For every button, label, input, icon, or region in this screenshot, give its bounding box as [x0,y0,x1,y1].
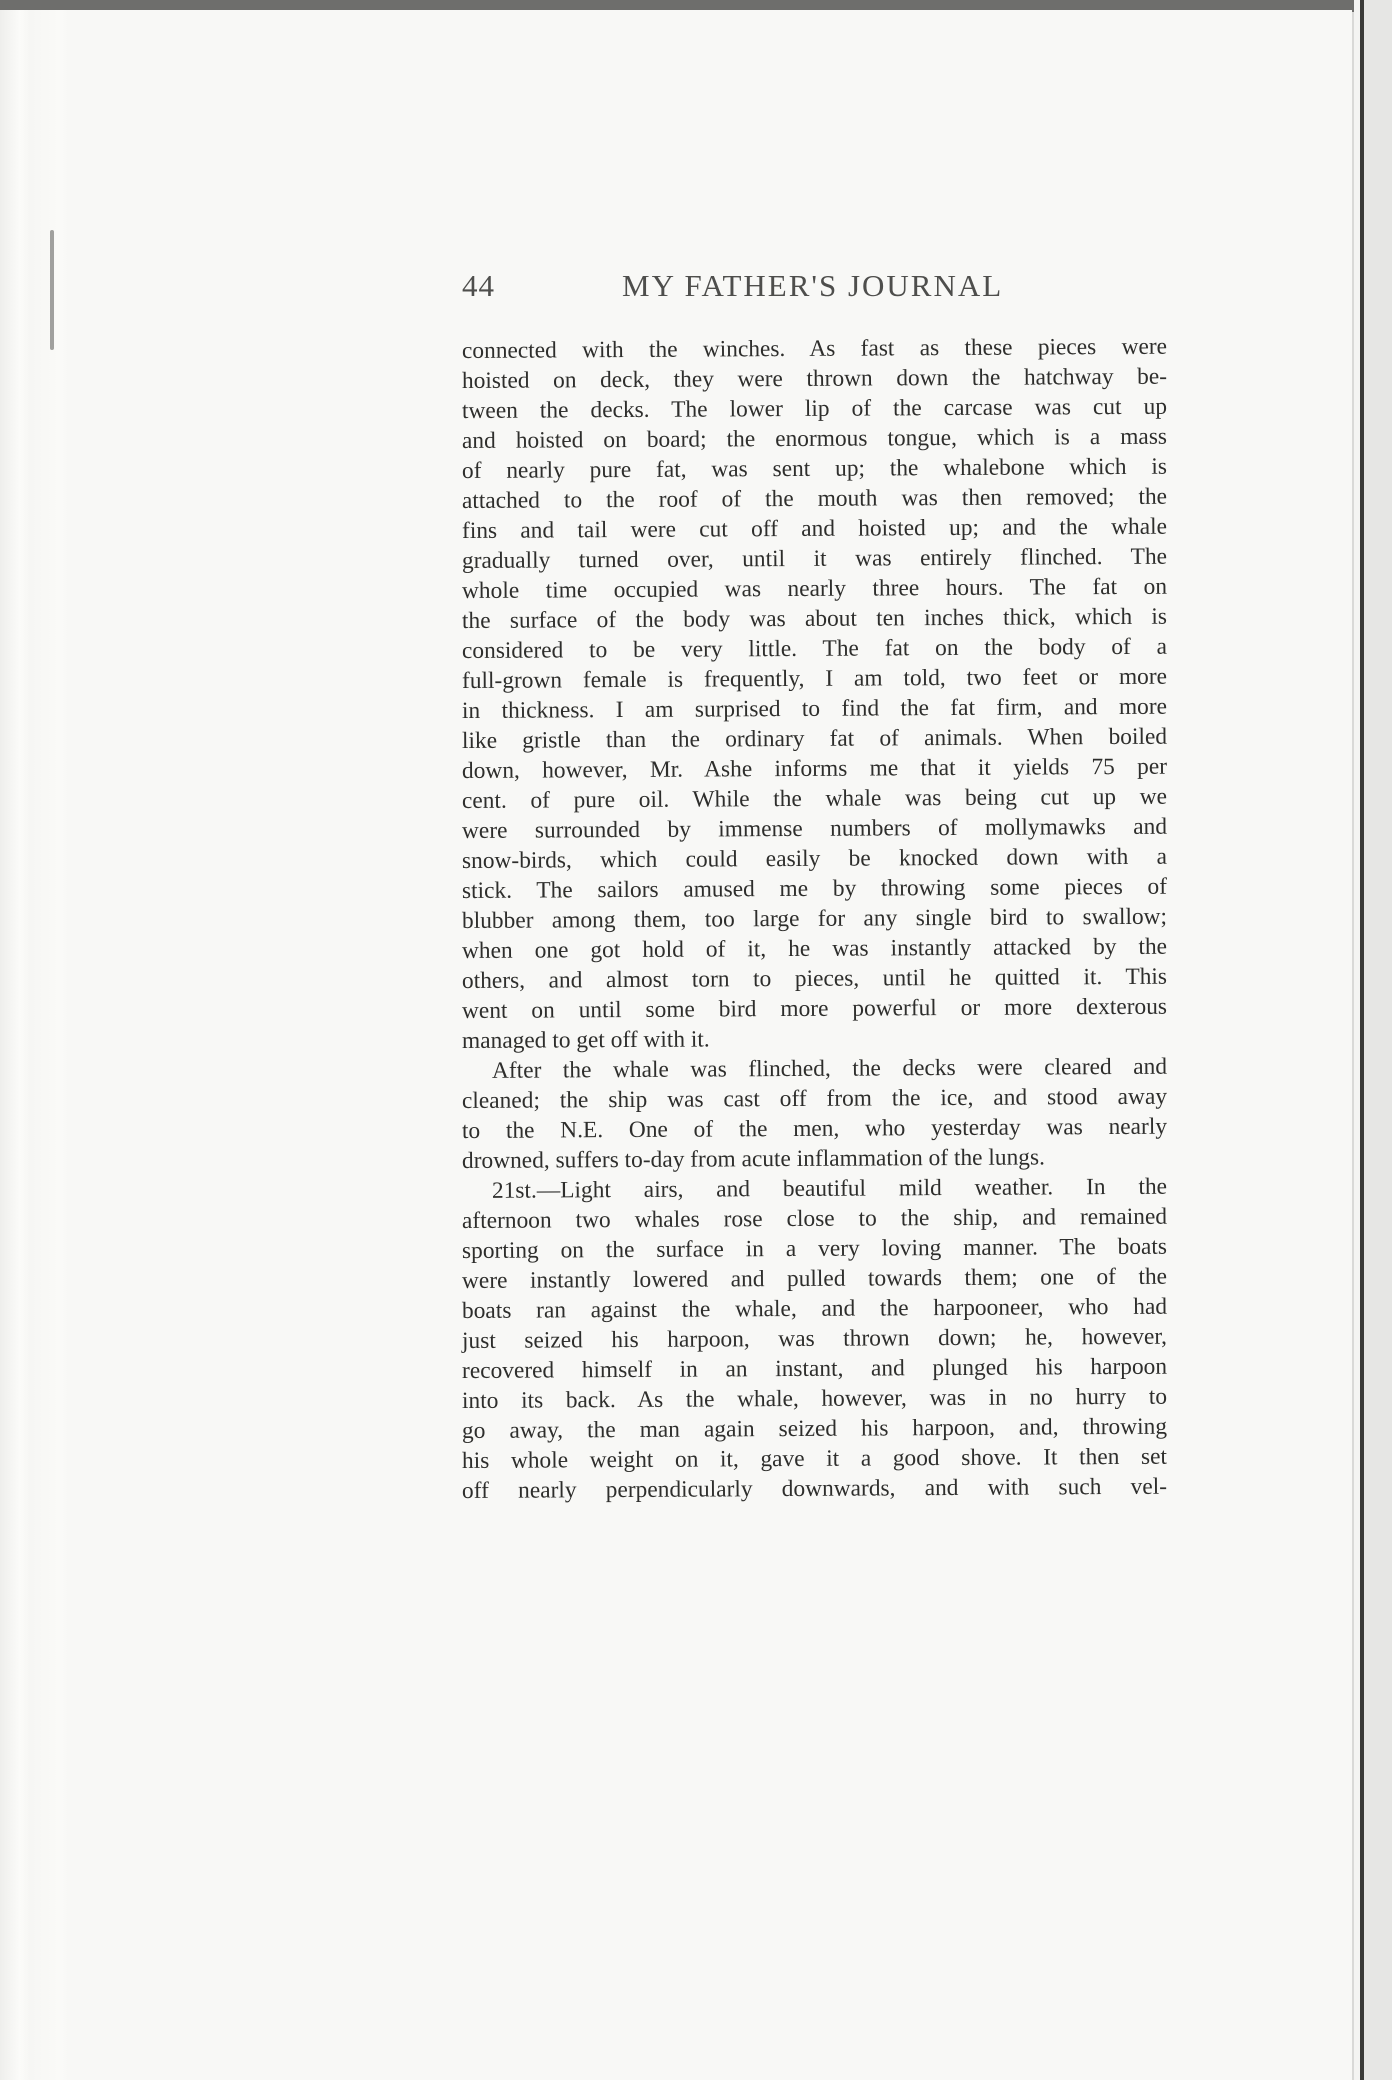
text-line: others, and almost torn to pieces, until he quitted it. This [461,963,1168,994]
page-header [462,268,1022,308]
text-line: down, however, Mr. Ashe informs me that it yields 75 per [461,753,1168,784]
text-line: afternoon two whales rose close to the ship, and remained [461,1203,1168,1234]
text-line: gradually turned over, until it was entirely flinched. The [461,543,1168,574]
text-line: just seized his harpoon, was thrown down; he, however, [461,1323,1168,1354]
text-line: After the whale was flinched, the decks were cleared and [491,1053,1168,1084]
text-line: were surrounded by immense numbers of mollymawks and [461,813,1168,844]
text-line: were instantly lowered and pulled towards them; one of the [461,1263,1168,1294]
text-line: blubber among them, too large for any single bird to swallow; [461,903,1168,934]
text-line: tween the decks. The lower lip of the carcase was cut up [461,393,1168,424]
text-line: considered to be very little. The fat on the body of a [461,633,1168,664]
text-line: in thickness. I am surprised to find the fat firm, and more [461,693,1168,724]
text-line: recovered himself in an instant, and plunged his harpoon [461,1353,1168,1384]
text-line: went on until some bird more powerful or more dexterous [461,993,1168,1024]
text-line: like gristle than the ordinary fat of animals. When boiled [461,723,1168,754]
binding-shadow-mark [50,230,54,350]
text-line: boats ran against the whale, and the harpooneer, who had [461,1293,1168,1324]
text-line: attached to the roof of the mouth was then removed; the [461,483,1168,514]
body-text [461,333,1168,1506]
text-line: of nearly pure fat, was sent up; the whalebone which is [461,453,1168,484]
text-line: drowned, suffers to-day from acute inflammation of the lungs. [461,1144,1045,1174]
scan-border-right [1354,0,1392,2080]
page-binding-edge [0,10,70,2080]
text-line: cent. of pure oil. While the whale was being cut up we [461,783,1168,814]
text-line: the surface of the body was about ten inches thick, which is [461,603,1168,634]
text-line: when one got hold of it, he was instantly attacked by the [461,933,1168,964]
text-line: managed to get off with it. [461,1026,710,1054]
text-line: 21st.—Light airs, and beautiful mild weather. In the [491,1173,1168,1204]
text-line: and hoisted on board; the enormous tongue, which is a mass [461,423,1168,454]
text-line: hoisted on deck, they were thrown down the hatchway be- [461,363,1168,394]
text-line: cleaned; the ship was cast off from the ice, and stood away [461,1083,1168,1114]
text-line: his whole weight on it, gave it a good shove. It then set [461,1443,1168,1474]
text-line: to the N.E. One of the men, who yesterday was nearly [461,1113,1168,1144]
text-line: fins and tail were cut off and hoisted up; and the whale [461,513,1168,544]
page-number: 44 [462,268,495,303]
running-head: MY FATHER'S JOURNAL [622,268,1004,303]
text-line: go away, the man again seized his harpoon, and, throwing [461,1413,1168,1444]
text-line: connected with the winches. As fast as these pieces were [461,333,1168,364]
text-line: whole time occupied was nearly three hours. The fat on [461,573,1168,604]
text-line: sporting on the surface in a very loving manner. The boats [461,1233,1168,1264]
text-line: snow-birds, which could easily be knocked down with a [461,843,1168,874]
text-line: stick. The sailors amused me by throwing some pieces of [461,873,1168,904]
text-line: full-grown female is frequently, I am told, two feet or more [461,663,1168,694]
text-line: off nearly perpendicularly downwards, and with such vel- [461,1473,1168,1504]
text-line: into its back. As the whale, however, was in no hurry to [461,1383,1168,1414]
